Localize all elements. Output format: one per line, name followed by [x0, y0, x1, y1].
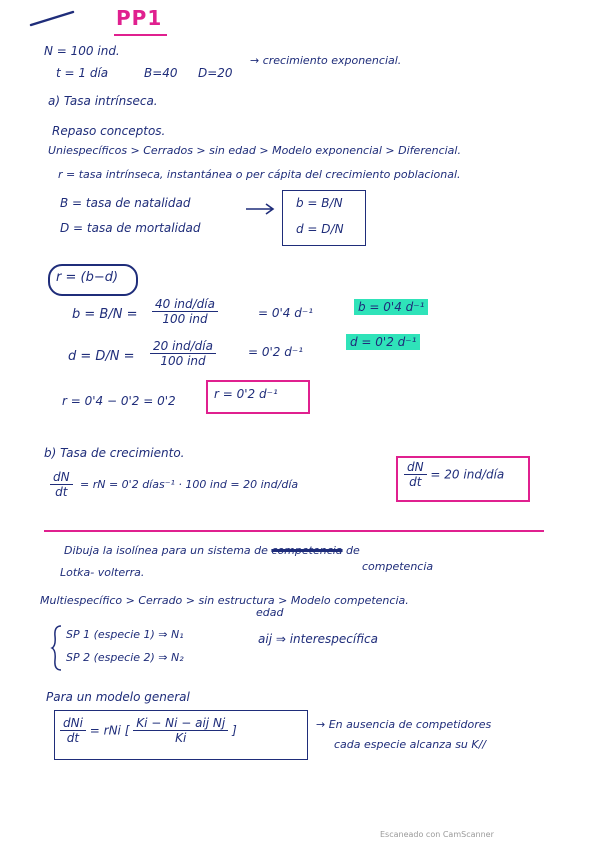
- eq-lhs-num: dNi: [60, 716, 86, 731]
- part-c-line2: Lotka- volterra.: [60, 566, 145, 579]
- part-b-box-res: = 20 ind/día: [430, 467, 505, 482]
- species-brace: [50, 624, 64, 672]
- part-c-hierarchy-sub: edad: [256, 606, 284, 619]
- part-c-line1: [64, 544, 360, 557]
- pen-stroke-decoration: [28, 8, 78, 28]
- eq-lhs-den: dt: [66, 731, 80, 745]
- part-b-calc: = rN = 0'2 días⁻¹ · 100 ind = 20 ind/día: [80, 478, 299, 491]
- species-2: SP 2 (especie 2) ⇒ N₂: [66, 651, 184, 664]
- part-a-hierarchy: Uniespecíficos > Cerrados > sin edad > Modelo exponencial > Diferencial.: [48, 144, 461, 157]
- part-b-lhs-num: dN: [50, 470, 73, 485]
- eq-denominator: Ki: [175, 731, 187, 745]
- b-numerator: 40 ind/día: [152, 297, 218, 312]
- equation-note-2: cada especie alcanza su K//: [334, 738, 487, 751]
- given-d: D=20: [198, 66, 233, 80]
- given-n: N = 100 ind.: [44, 44, 120, 58]
- given-t: t = 1 día: [56, 66, 109, 80]
- r-formula: r = (b−d): [56, 270, 119, 285]
- page-title: PP1: [116, 6, 163, 30]
- b-calc-lhs: b = B/N =: [72, 307, 138, 322]
- d-calc-lhs: d = D/N =: [68, 349, 135, 364]
- b-highlight: b = 0'4 d⁻¹: [354, 299, 428, 315]
- part-c-above-word: competencia: [362, 560, 434, 573]
- b-calc-result: = 0'4 d⁻¹: [258, 306, 314, 320]
- section-divider: [44, 530, 544, 532]
- equation-note-1: → En ausencia de competidores: [316, 718, 492, 731]
- part-a-r-definition: r = tasa intrínseca, instantánea o per cápita del crecimiento poblacional.: [58, 168, 461, 181]
- given-note: → crecimiento exponencial.: [250, 54, 402, 67]
- box-b-formula: b = B/N: [296, 196, 343, 210]
- d-highlight: d = 0'2 d⁻¹: [346, 334, 420, 350]
- part-b-lhs: [50, 470, 73, 499]
- part-c-strikethrough: competencia: [271, 544, 343, 557]
- part-c-hierarchy: Multiespecífico > Cerrado > sin estructura > Modelo competencia.: [40, 594, 409, 607]
- b-denominator: 100 ind: [162, 312, 208, 326]
- part-a-review: Repaso conceptos.: [52, 124, 166, 138]
- aij-definition: aij ⇒ interespecífica: [258, 632, 378, 646]
- box-d-formula: d = D/N: [296, 222, 344, 236]
- given-b: B=40: [144, 66, 178, 80]
- part-b-lhs-den: dt: [55, 485, 68, 499]
- r-result: r = 0'2 d⁻¹: [214, 387, 278, 401]
- part-c-line1-text: Dibuja la isolínea para un sistema de: [64, 544, 268, 557]
- title-underline: [112, 32, 172, 38]
- part-b-box-num: dN: [404, 460, 427, 475]
- scanner-watermark: Escaneado con CamScanner: [380, 830, 494, 839]
- d-calc-fraction: [150, 339, 216, 368]
- r-calc: r = 0'4 − 0'2 = 0'2: [62, 394, 176, 408]
- eq-close: ]: [232, 723, 237, 738]
- part-b-result: [404, 460, 504, 489]
- eq-mid: = rNi [: [89, 723, 130, 738]
- general-equation: [60, 716, 237, 745]
- species-1: SP 1 (especie 1) ⇒ N₁: [66, 628, 184, 641]
- general-model-label: Para un modelo general: [46, 690, 190, 704]
- part-a-heading: a) Tasa intrínseca.: [48, 94, 158, 108]
- b-calc-fraction: [152, 297, 218, 326]
- d-calc-result: = 0'2 d⁻¹: [248, 345, 304, 359]
- part-b-heading: b) Tasa de crecimiento.: [44, 446, 185, 460]
- d-denominator: 100 ind: [160, 354, 206, 368]
- part-b-box-den: dt: [409, 475, 422, 489]
- part-a-b-definition: B = tasa de natalidad: [60, 196, 191, 210]
- d-numerator: 20 ind/día: [150, 339, 216, 354]
- arrow-icon: [244, 202, 278, 216]
- eq-numerator: Ki − Ni − aij Nj: [133, 716, 228, 731]
- part-a-d-definition: D = tasa de mortalidad: [60, 221, 201, 235]
- part-c-line1-end: de: [346, 544, 360, 557]
